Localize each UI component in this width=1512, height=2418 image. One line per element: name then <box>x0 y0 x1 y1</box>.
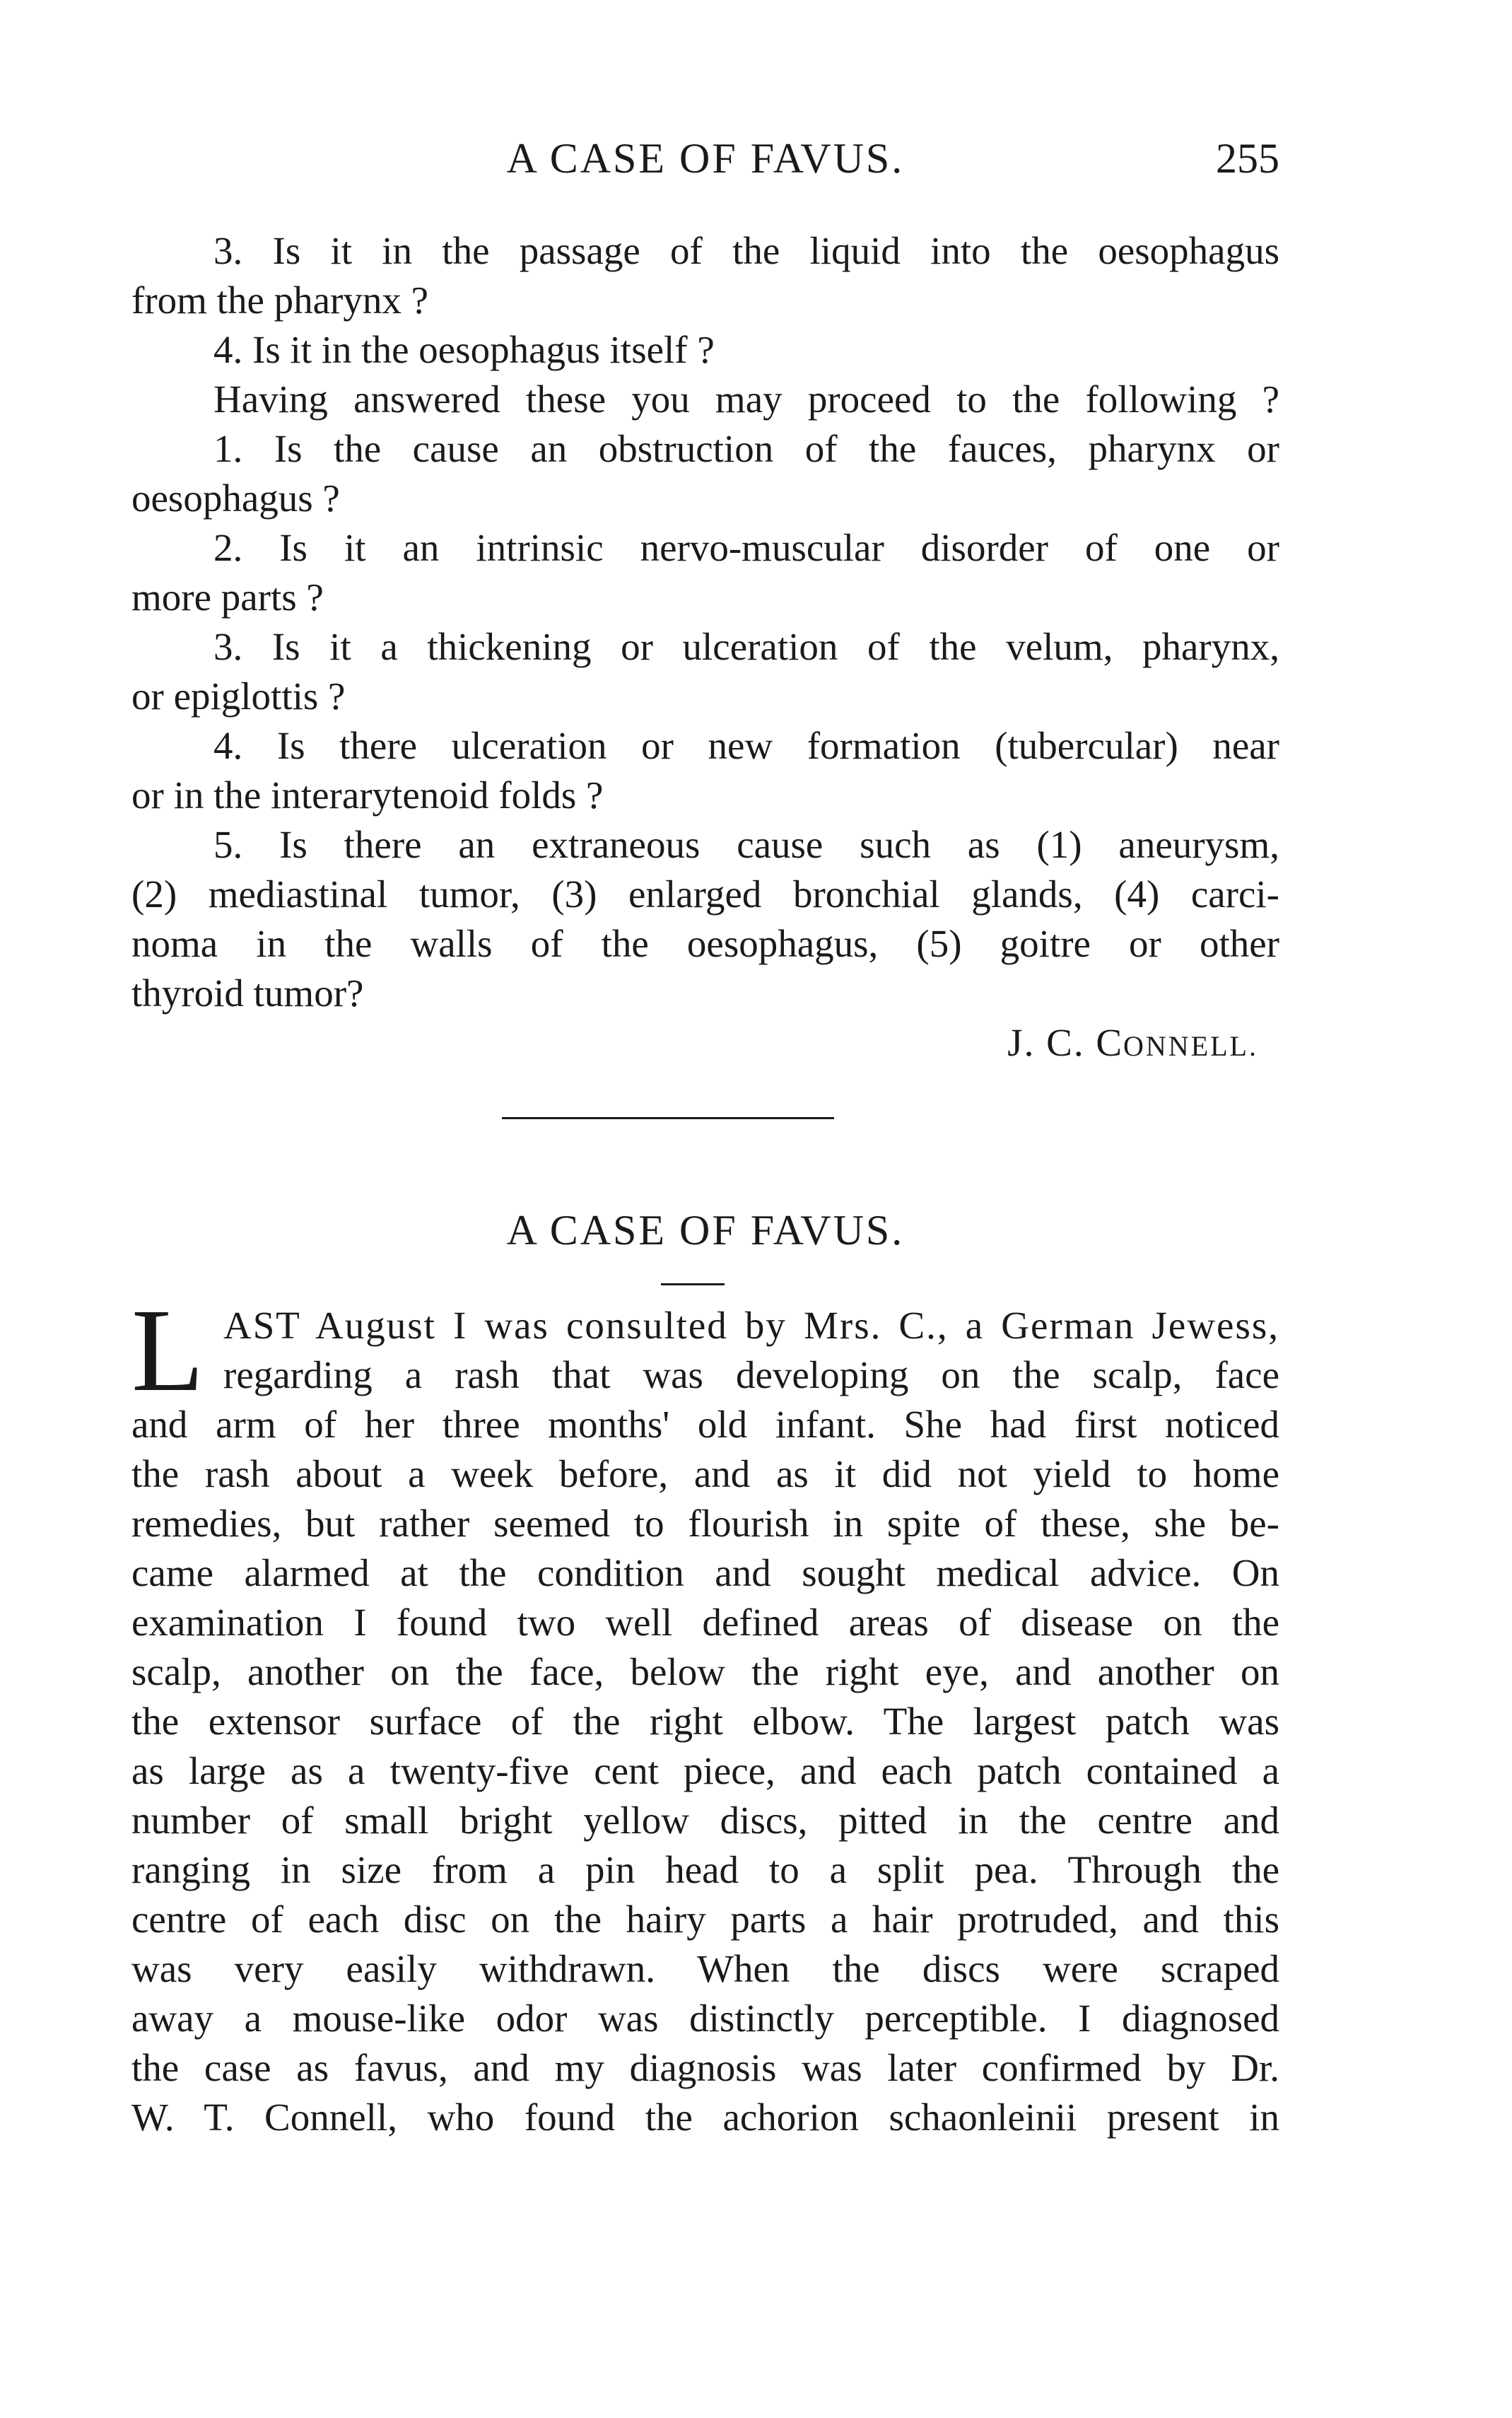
article-line: ranging in size from a pin head to a split pea. Through the <box>131 1848 1279 1891</box>
article-first-line: AST August I was consulted by Mrs. C., a German Jewess, <box>223 1304 1279 1347</box>
article-body <box>131 1285 1279 2142</box>
question-line: 2. Is it an intrinsic nervo-muscular disorder of one or <box>213 526 1279 569</box>
article-line: as large as a twenty-five cent piece, and each patch contained a <box>131 1749 1279 1792</box>
article-second-line: regarding a rash that was developing on the scalp, face <box>223 1353 1279 1396</box>
section-divider-rule <box>502 1117 834 1119</box>
question-line: or epiglottis ? <box>131 674 346 718</box>
article-line: number of small bright yellow discs, pitted in the centre and <box>131 1799 1279 1842</box>
article-line: was very easily withdrawn. When the discs were scraped <box>131 1947 1279 1990</box>
question-line: 3. Is it in the passage of the liquid into the oesophagus <box>213 229 1279 272</box>
running-title: A CASE OF FAVUS. <box>506 135 905 182</box>
article-line: and arm of her three months' old infant. She had first noticed <box>131 1403 1279 1446</box>
article-line: came alarmed at the condition and sought medical advice. On <box>131 1551 1279 1594</box>
running-head <box>131 134 1279 191</box>
section-title: A CASE OF FAVUS. <box>506 1207 905 1254</box>
article-line: W. T. Connell, who found the achorion schaonleinii present in <box>131 2096 1279 2139</box>
article-line: away a mouse-like odor was distinctly perceptible. I diagnosed <box>131 1997 1279 2040</box>
signature-surname: ONNELL. <box>1123 1030 1258 1062</box>
question-line: 1. Is the cause an obstruction of the fauces, pharynx or <box>213 427 1279 470</box>
title-underline-rule <box>661 1283 725 1285</box>
article-line: the case as favus, and my diagnosis was later confirmed by Dr. <box>131 2046 1279 2089</box>
page-number: 255 <box>1216 135 1279 182</box>
question-line: from the pharynx ? <box>131 279 428 322</box>
question-line: oesophagus ? <box>131 477 340 520</box>
questions-block <box>131 226 1279 1018</box>
question-line: Having answered these you may proceed to the following ? <box>213 378 1279 421</box>
article-line: the rash about a week before, and as it did not yield to home <box>131 1452 1279 1495</box>
question-line: 5. Is there an extraneous cause such as (1) aneurysm, <box>213 823 1279 866</box>
question-line: 3. Is it a thickening or ulceration of the velum, pharynx, <box>213 625 1279 668</box>
author-signature <box>131 1018 1258 1068</box>
article-line: remedies, but rather seemed to flourish in spite of these, she be- <box>131 1502 1279 1545</box>
question-line: (2) mediastinal tumor, (3) enlarged bronchial glands, (4) carci- <box>131 872 1279 916</box>
article-line: the extensor surface of the right elbow. The largest patch was <box>131 1700 1279 1743</box>
question-line: thyroid tumor? <box>131 971 364 1015</box>
article-line: examination I found two well defined areas of disease on the <box>131 1601 1279 1644</box>
article-line: centre of each disc on the hairy parts a hair protruded, and this <box>131 1898 1279 1941</box>
question-line: noma in the walls of the oesophagus, (5) goitre or other <box>131 922 1279 965</box>
question-line: more parts ? <box>131 576 324 619</box>
drop-cap: L <box>131 1285 204 1416</box>
question-line: or in the interarytenoid folds ? <box>131 773 604 817</box>
question-line: 4. Is there ulceration or new formation (tubercular) near <box>213 724 1279 767</box>
article-line: scalp, another on the face, below the right eye, and another on <box>131 1650 1279 1693</box>
signature-initials: J. C. C <box>1007 1021 1124 1064</box>
question-line: 4. Is it in the oesophagus itself ? <box>213 328 715 371</box>
